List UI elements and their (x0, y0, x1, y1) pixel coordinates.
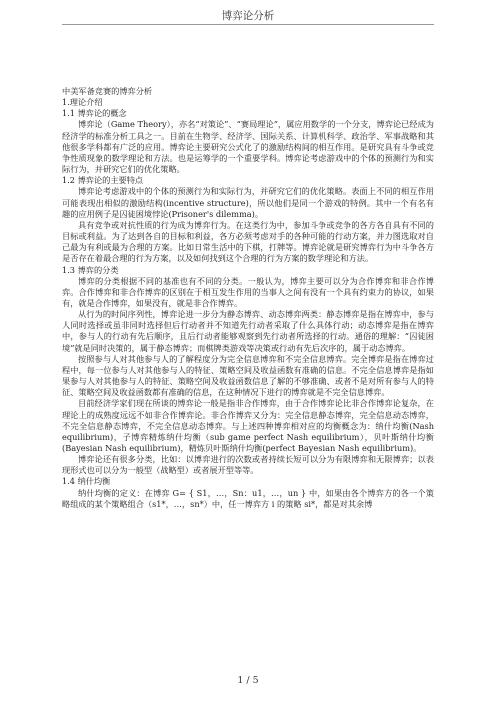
header-divider (62, 24, 434, 25)
paragraph-classification-2: 从行为的时间序列性，博弈论进一步分为静态博弈、动态博弈两类：静态博弈是指在博弈中，参与人同时选择或虽非同时选择但后行动者并不知道先行动者采取了什么具体行动；动态博弈是指在博弈中，参与人的行动有先后顺序，且后行动者能够观察到先行动者所选择的行动。通俗的理解：“囚徒困境”就是同时决策的，属于静态博弈；而棋牌类游戏等决策或行动有先后次序的，属于动态博弈。 (62, 309, 434, 353)
subsection-heading-1-4: 1.4 纳什均衡 (62, 476, 111, 487)
document-title: 中美军备竞赛的博弈分析 (62, 86, 153, 96)
paragraph-classification-3: 按照参与人对其他参与人的了解程度分为完全信息博弈和不完全信息博弈。完全博弈是指在博弈过程中，每一位参与人对其他参与人的特征、策略空间及收益函数有准确的信息。不完全信息博弈是指如果参与人对其他参与人的特征、策略空间及收益函数信息了解的不够准确、或者不是对所有参与人的特征、策略空间及收益函数都有准确的信息，在这种情况下进行的博弈就是不完全信息博弈。 (62, 353, 434, 398)
paragraph-classification-4: 目前经济学家们现在所谈的博弈论一般是指非合作博弈，由于合作博弈论比非合作博弈论复杂，在理论上的成熟度远远不如非合作博弈论。非合作博弈又分为：完全信息静态博弈，完全信息动态博弈，不完全信息静态博弈，不完全信息动态博弈。与上述四种博弈相对应的均衡概念为：纳什均衡(Nash equilibrium)，子博弈精炼纳什均衡（sub game perfect Nash equilibrium），贝叶斯纳什均衡(Bayesian Nash equilibrium)，精炼贝叶斯纳什均衡(perfect Bayesian Nash equilibrium)。 (62, 398, 434, 453)
section-heading-1: 1.理论介绍 (62, 97, 103, 108)
paragraph-features-2: 具有竞争或对抗性质的行为成为博弈行为。在这类行为中，参加斗争或竞争的各方各自具有不同的目标或利益。为了达到各自的目标和利益，各方必须考虑对手的各种可能的行动方案，并力图选取对自己最为有利或最为合理的方案。比如日常生活中的下棋，打牌等。博弈论就是研究博弈行为中斗争各方是否存在着最合理的行为方案，以及如何找到这个合理的行为方案的数学理论和方法。 (62, 219, 434, 264)
paragraph-classification-1: 博弈的分类根据不同的基准也有不同的分类。一般认为，博弈主要可以分为合作博弈和非合作博弈。合作博弈和非合作博弈的区别在于相互发生作用的当事人之间有没有一个具有约束力的协议，如果有，就是合作博弈，如果没有，就是非合作博弈。 (62, 275, 434, 308)
paragraph-nash-equilibrium: 纳什均衡的定义：在博弈 G= { S1，…，Sn：u1，…，un } 中，如果由各个博弈方的各一个策略组成的某个策略组合（s1*，…，sn*）中，任一博弈方 i 的策略 si*，都是对其余博 (62, 487, 434, 509)
subsection-heading-1-1: 1.1 博弈论的概念 (62, 108, 127, 119)
paragraph-game-theory-concept: 博弈论（Game Theory），亦名“对策论”、“赛局理论”，属应用数学的一个分支，博弈论已经成为经济学的标准分析工具之一。目前在生物学、经济学、国际关系、计算机科学、政治学、军事战略和其他很多学科都有广泛的应用。博弈论主要研究公式化了的激励结构间的相互作用。是研究具有斗争或竞争性质现象的数学理论和方法。也是运筹学的一个重要学科。博弈论考虑游戏中的个体的预测行为和实际行为，并研究它们的优化策略。 (62, 119, 434, 175)
page-header: 博弈论分析 (221, 10, 275, 22)
page-number: 1 / 5 (237, 675, 259, 686)
document-body (62, 86, 434, 510)
paragraph-classification-5: 博弈论还有很多分类，比如：以博弈进行的次数或者持续长短可以分为有限博弈和无限博弈；以表现形式也可以分为一般型（战略型）或者展开型等等。 (62, 454, 434, 476)
subsection-heading-1-3: 1.3 博弈的分类 (62, 264, 119, 275)
subsection-heading-1-2: 1.2 博弈论的主要特点 (62, 175, 144, 186)
paragraph-features-1: 博弈论考虑游戏中的个体的预测行为和实际行为，并研究它们的优化策略。表面上不同的相互作用可能表现出相似的激励结构(incentive structure)，所以他们是同一个游戏的特例。其中一个有名有趣的应用例子是囚徒困境悖论(Prisoner's dilemma)。 (62, 186, 434, 219)
